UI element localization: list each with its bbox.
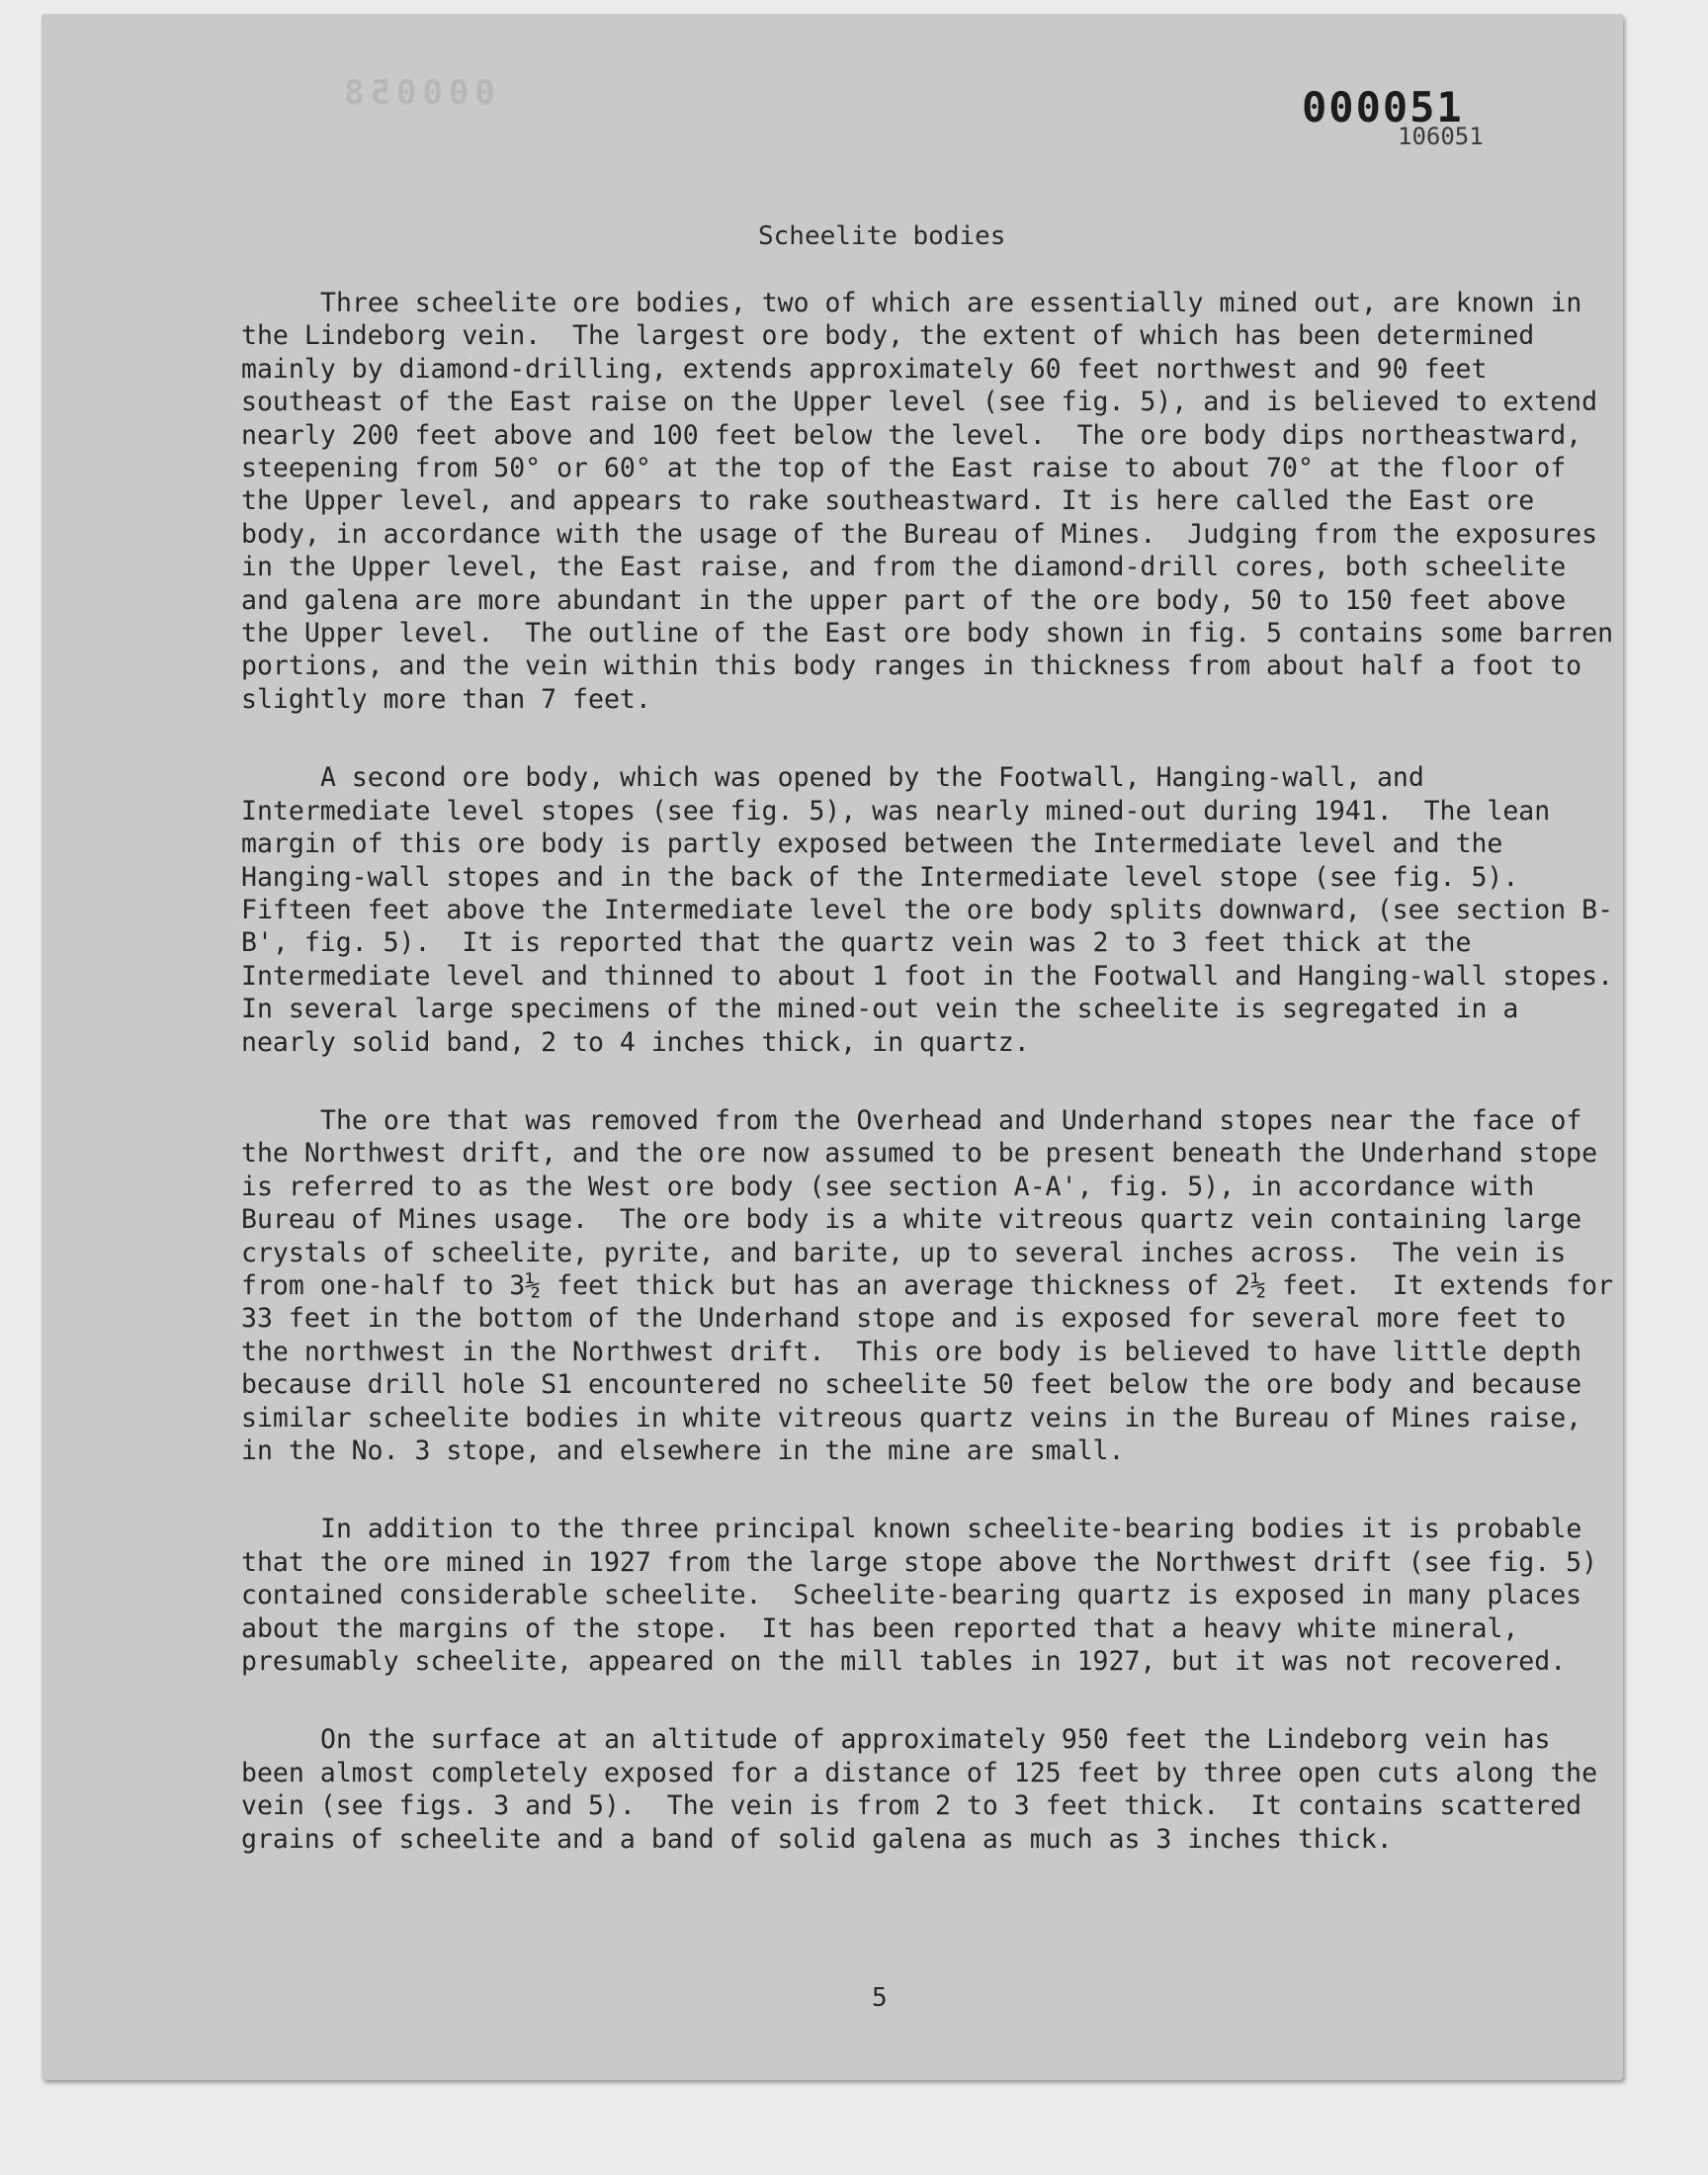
paragraph: On the surface at an altitude of approximately 950 feet the Lindeborg vein has been almost completely exposed for a distance of 125 feet by three open cuts along the vein (see figs. 3 and 5). The vein is from 2 to 3 feet thick. It contains scattered grains of scheelite and a band of solid galena as much as 3 inches thick.: [241, 1724, 1614, 1855]
document-page: [42, 14, 1645, 2080]
page-title: Scheelite bodies: [758, 221, 1006, 251]
paragraph: A second ore body, which was opened by the Footwall, Hanging-wall, and Intermediate level stopes (see fig. 5), was nearly mined-out during 1941. The lean margin of this ore body is partly exposed between the Intermediate level and the Hanging-wall stopes and in the back of the Intermediate level stope (see fig. 5). Fifteen feet above the Intermediate level the ore body splits downward, (see section B-B', fig. 5). It is reported that the quartz vein was 2 to 3 feet thick at the Intermediate level and thinned to about 1 foot in the Footwall and Hanging-wall stopes. In several large specimens of the mined-out vein the scheelite is segregated in a nearly solid band, 2 to 4 inches thick, in quartz.: [241, 762, 1645, 1058]
paragraph: The ore that was removed from the Overhead and Underhand stopes near the face of the Northwest drift, and the ore now assumed to be present beneath the Underhand stope is referred to as the West ore body (see section A-A', fig. 5), in accordance with Bureau of Mines usage. The ore body is a white vitreous quartz vein containing large crystals of scheelite, pyrite, and barite, up to several inches across. The vein is from one-half to 3½ feet thick but has an average thickness of 2½ feet. It extends for 33 feet in the bottom of the Underhand stope and is exposed for several more feet to the northwest in the Northwest drift. This ore body is believed to have little depth because drill hole S1 encountered no scheelite 50 feet below the ore body and because similar scheelite bodies in white vitreous quartz veins in the Bureau of Mines raise, in the No. 3 stope, and elsewhere in the mine are small.: [241, 1104, 1629, 1466]
paragraph: In addition to the three principal known scheelite-bearing bodies it is probable that the ore mined in 1927 from the large stope above the Northwest drift (see fig. 5) contained considerable scheelite. Scheelite-bearing quartz is exposed in many places about the margins of the stope. It has been reported that a heavy white mineral, presumably scheelite, appeared on the mill tables in 1927, but it was not recovered.: [241, 1514, 1614, 1678]
folio-number: 000051: [1302, 83, 1464, 131]
paragraph: Three scheelite ore bodies, two of which are essentially mined out, are known in the Lindeborg vein. The largest ore body, the extent of which has been determined mainly by diamond-drilling, extends approximately 60 feet northwest and 90 feet southeast of the East raise on the Upper level (see fig. 5), and is believed to extend nearly 200 feet above and 100 feet below the level. The ore body dips northeastward, steepening from 50° or 60° at the top of the East raise to about 70° at the floor of the Upper level, and appears to rake southeastward. It is here called the East ore body, in accordance with the usage of the Bureau of Mines. Judging from the exposures in the Upper level, the East raise, and from the diamond-drill cores, both scheelite and galena are more abundant in the upper part of the ore body, 50 to 150 feet above the Upper level. The outline of the East ore body shown in fig. 5 contains some barren portions, and the vein within this body ranges in thickness from about half a foot to slightly more than 7 feet.: [241, 288, 1629, 715]
bleed-through-folio: 000058: [338, 73, 495, 113]
body-text: [241, 287, 1645, 1901]
sub-folio-number: 106051: [1398, 123, 1484, 150]
page-number: 5: [872, 1983, 888, 2013]
